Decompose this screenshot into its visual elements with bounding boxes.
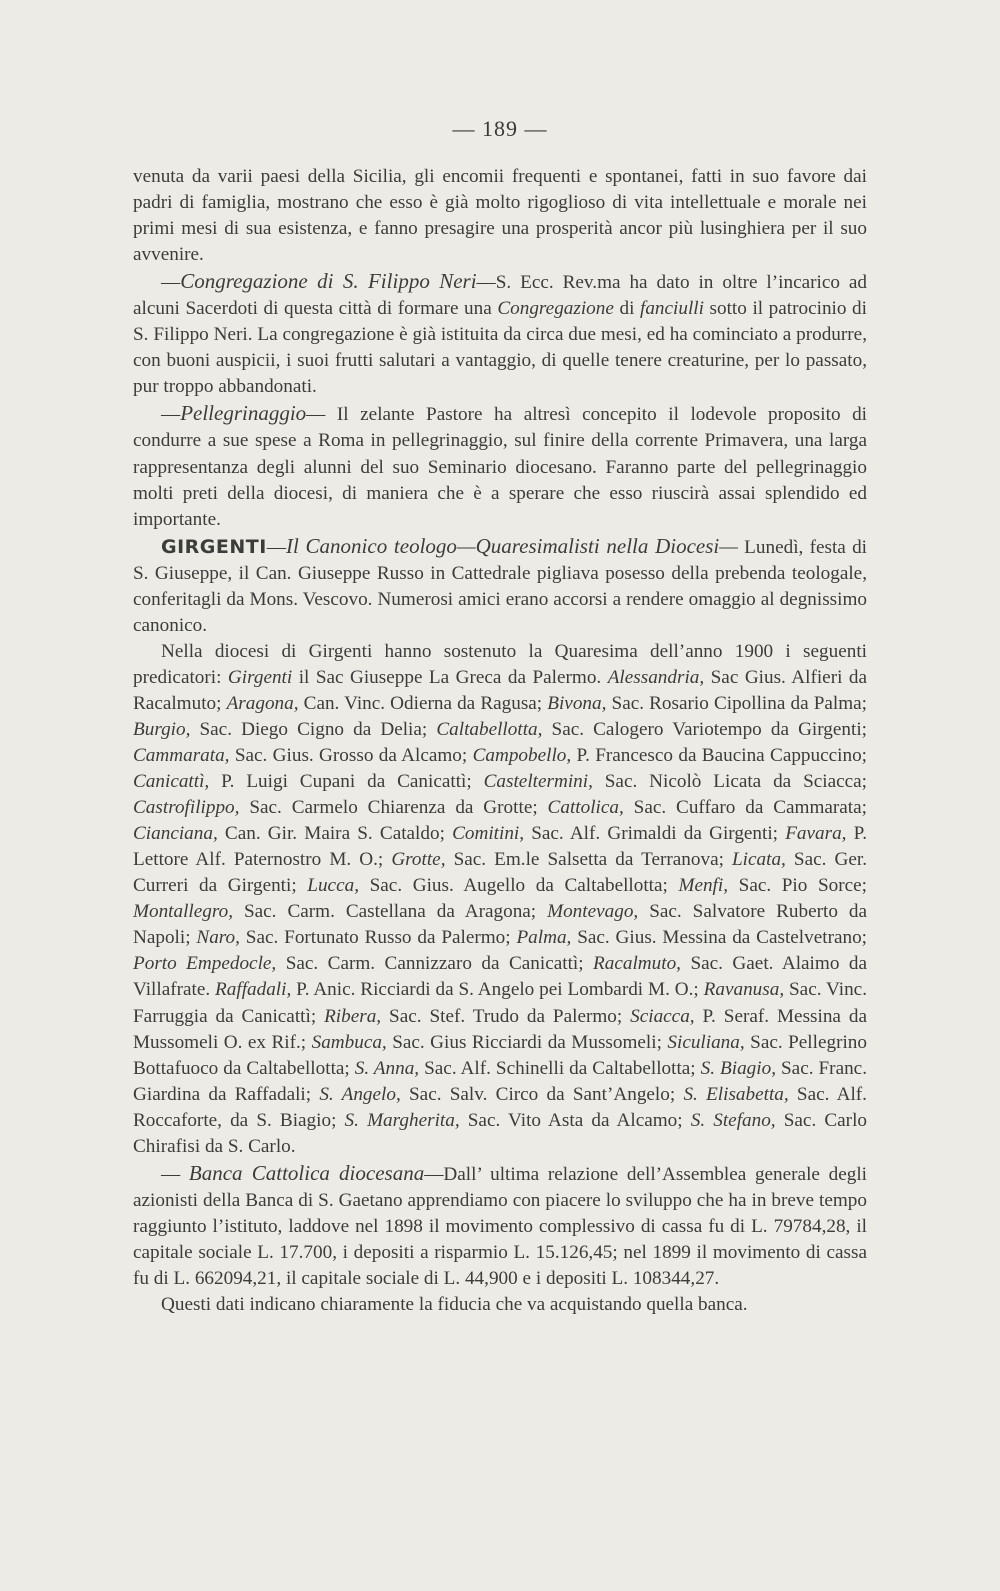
place-name: Siculiana, [667,1031,745,1053]
place-name: Cammarata, [133,745,230,767]
place-name: S. Stefano, [690,1109,776,1131]
paragraph-conclusion: Questi dati indicano chiaramente la fiducia che va acquistando quella banca. [161,1294,748,1316]
place-name: Comitini, [452,823,525,845]
place-name: Racalmuto, [593,953,681,975]
place-name: Alessandria, [607,666,705,688]
place-name: Favara, [785,823,847,845]
place-name: Ribera, [324,1005,382,1027]
section-heading-pellegrinaggio: Pellegrinaggio [180,401,307,426]
place-name: S. Angelo, [319,1083,401,1105]
place-name: Campobello, [472,745,572,767]
place-name: Porto Empedocle, [133,953,277,975]
page-body [133,164,867,1318]
paragraph-predicatori: Nella diocesi di Girgenti hanno sostenuto la Quaresima dell’anno 1900 i seguenti predicatori: Girgenti il Sac Giuseppe La Greca da Palermo. Alessandria, Sac Gius. Alfieri da Racalmuto; Aragona, Can. Vinc. Odierna da Ragusa; Bivona, Sac. Rosario Cipollina da Palma; Burgio, Sac. Diego Cigno da Delia; Caltabellotta, Sac. Calogero Variotempo da Girgenti; Cammarata, Sac. Gius. Grosso da Alcamo; Campobello, P. Francesco da Baucina Cappuccino; Canicattì, P. Luigi Cupani da Canicattì; Casteltermini, Sac. Nicolò Licata da Sciacca; Castrofilippo, Sac. Carmelo Chiarenza da Grotte; Cattolica, Sac. Cuffaro da Cammarata; Cianciana, Can. Gir. Maira S. Cataldo; Comitini, Sac. Alf. Grimaldi da Girgenti; Favara, P. Lettore Alf. Paternostro M. O.; Grotte, Sac. Em.le Salsetta da Terranova; Licata, Sac. Ger. Curreri da Girgenti; Lucca, Sac. Gius. Augello da Caltabellotta; Menfi, Sac. Pio Sorce; Montallegro, Sac. Carm. Castellana da Aragona; Montevago, Sac. Salvatore Ruberto da Napoli; Naro, Sac. Fortunato Russo da Palermo; Palma, Sac. Gius. Messina da Castelvetrano; Porto Empedocle, Sac. Carm. Cannizzaro da Canicattì; Racalmuto, Sac. Gaet. Alaimo da Villafrate. Raffadali, P. Anic. Ricciardi da S. Angelo pei Lombardi M. O.; Ravanusa, Sac. Vinc. Farruggia da Canicattì; Ribera, Sac. Stef. Trudo da Palermo; Sciacca, P. Seraf. Messina da Mussomeli O. ex Rif.; Sambuca, Sac. Gius Ricciardi da Mussomeli; Siculiana, Sac. Pellegrino Bottafuoco da Caltabellotta; S. Anna, Sac. Alf. Schinelli da Caltabellotta; S. Biagio, Sac. Franc. Giardina da Raffadali; S. Angelo, Sac. Salv. Circo da Sant’Angelo; S. Elisabetta, Sac. Alf. Roccaforte, da S. Biagio; S. Margherita, Sac. Vito Asta da Alcamo; S. Stefano, Sac. Carlo Chirafisi da S. Carlo. [133,640,868,1157]
place-name: Lucca, [307,875,359,897]
place-name: Aragona, [226,692,299,714]
place-name: S. Margherita, [344,1109,460,1131]
place-name: Sciacca, [630,1005,695,1027]
paragraph-continuation: venuta da varii paesi della Sicilia, gli encomii frequenti e spontanei, fatti in suo favore dai padri di famiglia, mostrano che esso è già molto rigoglioso di vita intellettuale e morale nei primi mesi di sua esistenza, e fanno presagire una prosperità ancor più lusinghiera per il suo avvenire. [133,166,867,266]
place-name: Cianciana, [133,823,218,845]
place-name: S. Elisabetta, [683,1083,789,1105]
place-name: Raffadali, [215,979,292,1001]
place-name: Girgenti [227,666,293,688]
place-name: Burgio, [133,718,191,740]
section-heading-banca: Banca Cattolica diocesana [188,1160,425,1185]
place-name: Castrofilippo, [133,797,240,819]
place-name: Montallegro, [133,901,234,923]
paragraph-congregazione: —Congregazione di S. Filippo Neri—S. Ecc. Rev.ma ha dato in oltre l’incarico ad alcuni Sacerdoti di questa città di formare una Congregazione di fanciulli sotto il patrocinio di S. Filippo Neri. La congregazione è già istituita da circa due mesi, ed ha cominciato a produrre, con buoni auspicii, i suoi frutti salutari a vantaggio, di quelle tenere creaturine, per lo passato, pur troppo abbandonati. [133,269,867,398]
place-name: Canicattì, [133,771,210,793]
place-name: Menfi, [678,875,729,897]
place-name: Sambuca, [311,1031,387,1053]
section-heading-canonico: Il Canonico teologo—Quaresimalisti nella Diocesi— [286,533,738,558]
place-name: Grotte, [391,849,446,871]
place-name: Ravanusa, [703,979,785,1001]
place-name: Caltabellotta, [436,718,543,740]
place-name: S. Anna, [354,1057,420,1079]
place-name: Naro, [196,927,240,949]
place-name: Licata, [732,849,786,871]
place-name: Montevago, [547,901,639,923]
page-number: — 189 — [452,116,548,141]
paragraph-banca: — Banca Cattolica diocesana—Dall’ ultima relazione dell’Assemblea generale degli azionisti della Banca di S. Gaetano apprendiamo con piacere lo sviluppo che ha in breve tempo raggiunto l’istituto, laddove nel 1898 il movimento complessivo di cassa fu di L. 79784,28, il capitale sociale L. 17.700, i depositi a risparmio L. 15.126,45; nel 1899 il movimento di cassa fu di L. 662094,21, il capitale sociale di L. 44,900 e i depositi L. 108344,27. [133,1160,868,1289]
paragraph-girgenti: GIRGENTI—Il Canonico teologo—Quaresimalisti nella Diocesi— Lunedì, festa di S. Giuseppe, il Can. Giuseppe Russo in Cattedrale pigliava posesso della prebenda teologale, conferitagli da Mons. Vescovo. Numerosi amici erano accorsi a rendere omaggio al degnissimo canonico. [133,533,867,636]
place-name: S. Biagio, [700,1057,776,1079]
place-name: Casteltermini, [483,771,593,793]
paragraph-pellegrinaggio: —Pellegrinaggio— Il zelante Pastore ha altresì concepito il lodevole proposito di condurre a sue spese a Roma in pellegrinaggio, sul finire della corrente Primavera, una larga rappresentanza degli alunni del suo Seminario diocesano. Faranno parte del pellegrinaggio molti preti della diocesi, di maniera che è a sperare che esso riuscirà assai splendido ed importante. [133,401,867,530]
place-name: Palma, [516,927,572,949]
city-heading: GIRGENTI [161,535,267,558]
place-name: Bivona, [547,692,607,714]
section-heading-congregazione: Congregazione di S. Filippo Neri [180,269,477,294]
place-name: Cattolica, [547,797,624,819]
